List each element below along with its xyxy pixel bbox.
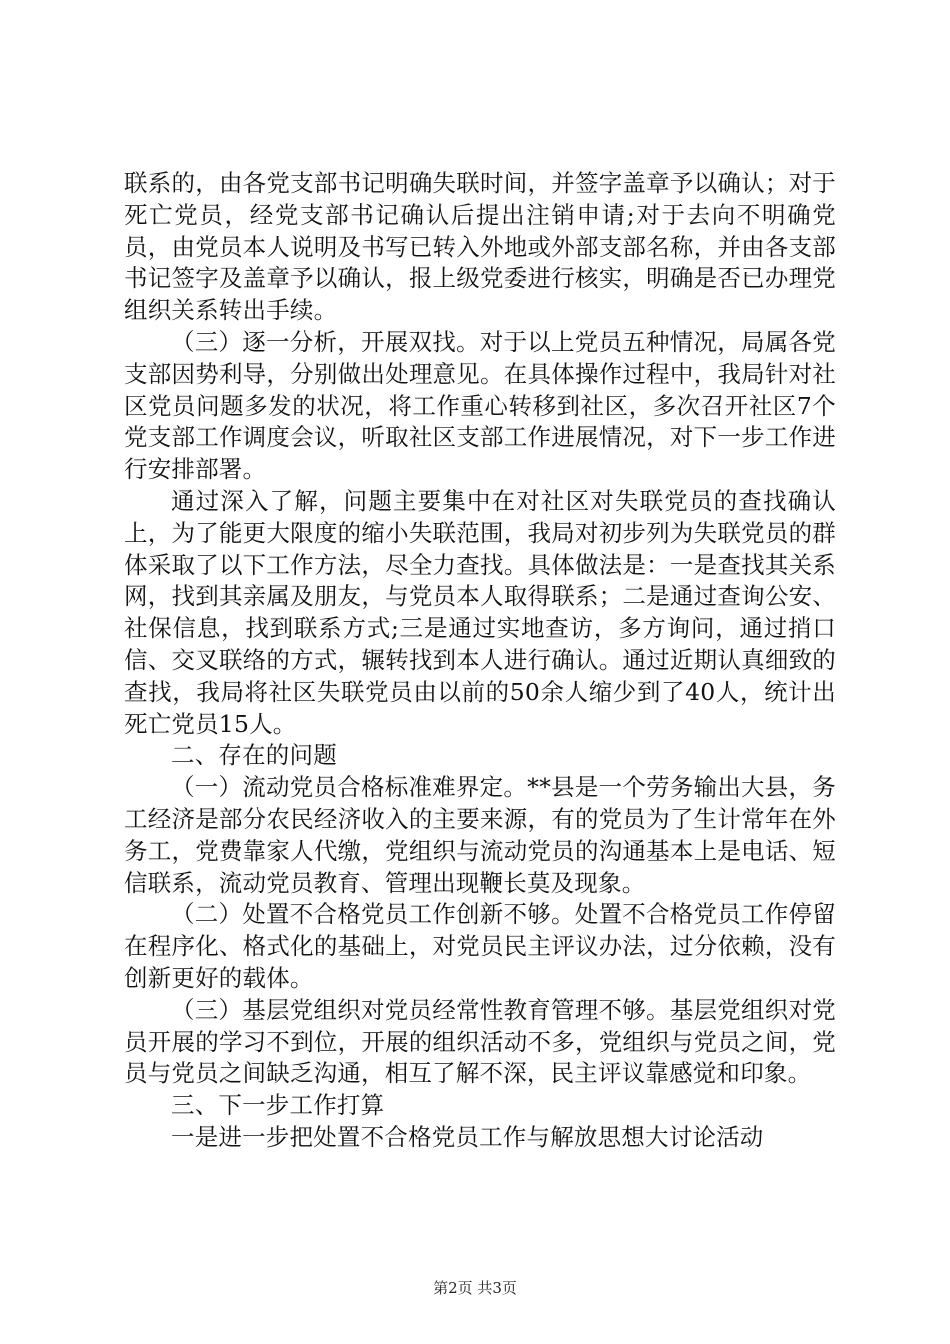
document-body bbox=[124, 168, 836, 1154]
paragraph-search-methods: 通过深入了解，问题主要集中在对社区对失联党员的查找确认上，为了能更大限度的缩小失联范围，我局对初步列为失联党员的群体采取了以下工作方法，尽全力查找。具体做法是：一是查找其关系网，找到其亲属及朋友，与党员本人取得联系；二是通过查询公安、社保信息，找到联系方式;三是通过实地查访，多方询问，通过捎口信、交叉联络的方式，辗转找到本人进行确认。通过近期认真细致的查找，我局将社区失联党员由以前的50余人缩少到了40人，统计出死亡党员15人。 bbox=[124, 486, 836, 738]
heading-existing-problems: 二、存在的问题 bbox=[171, 741, 337, 770]
paragraph-problem-three: （三）基层党组织对党员经常性教育管理不够。基层党组织对党员开展的学习不到位，开展的组织活动不多，党组织与党员之间，党员与党员之间缺乏沟通，相互了解不深，民主评议靠感觉和印象。 bbox=[124, 995, 836, 1088]
paragraph-problem-two: （二）处置不合格党员工作创新不够。处置不合格党员工作停留在程序化、格式化的基础上，对党员民主评议办法，过分依赖，没有创新更好的载体。 bbox=[124, 900, 836, 992]
heading-next-steps: 三、下一步工作打算 bbox=[171, 1091, 385, 1120]
paragraph-analysis-section-three: （三）逐一分析，开展双找。对于以上党员五种情况，局属各党支部因势利导，分别做出处理意见。在具体操作过程中，我局针对社区党员问题多发的状况，将工作重心转移到社区，多次召开社区7个党支部工作调度会议，听取社区支部工作进展情况，对下一步工作进行安排部署。 bbox=[124, 327, 836, 484]
paragraph-problem-one: （一）流动党员合格标准难界定。**县是一个劳务输出大县，务工经济是部分农民经济收入的主要来源，有的党员为了生计常年在外务工，党费靠家人代缴，党组织与流动党员的沟通基本上是电话、短信联系，流动党员教育、管理出现鞭长莫及现象。 bbox=[124, 773, 836, 897]
paragraph-lost-contact-confirmation: 联系的，由各党支部书记明确失联时间，并签字盖章予以确认；对于死亡党员，经党支部书记确认后提出注销申请;对于去向不明确党员，由党员本人说明及书写已转入外地或外部支部名称，并由各支部书记签字及盖章予以确认，报上级党委进行核实，明确是否已办理党组织关系转出手续。 bbox=[124, 169, 836, 325]
paragraph-next-step-one: 一是进一步把处置不合格党员工作与解放思想大讨论活动 bbox=[171, 1122, 764, 1151]
page-footer: 第2页 共3页 bbox=[433, 1279, 517, 1297]
